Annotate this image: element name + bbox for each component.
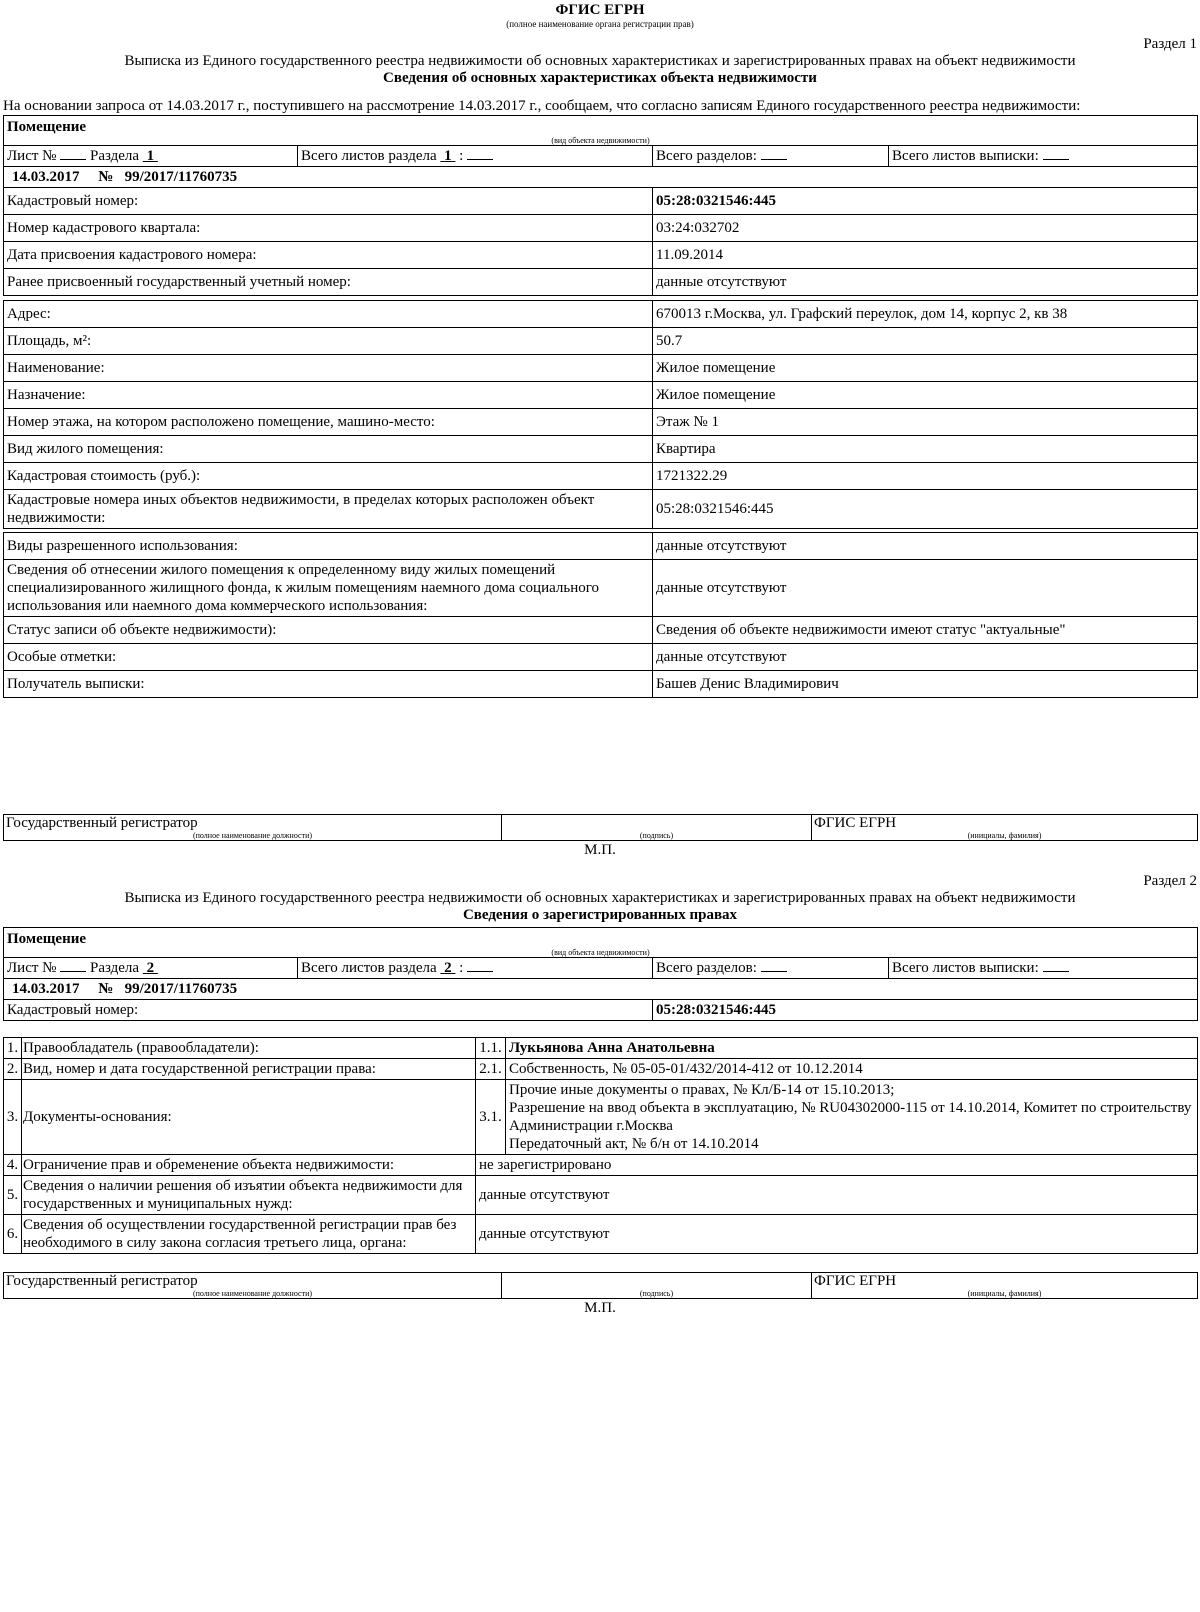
info-row bbox=[4, 436, 1198, 463]
rights-sub-number: 3.1. bbox=[476, 1080, 506, 1155]
total-sections-cell: Всего разделов: bbox=[653, 146, 889, 167]
total-sections-cell-2: Всего разделов: bbox=[653, 958, 889, 979]
info-label: Виды разрешенного использования: bbox=[4, 533, 653, 560]
info-row bbox=[4, 382, 1198, 409]
rights-row-number: 3. bbox=[4, 1080, 22, 1155]
info-label: Площадь, м²: bbox=[4, 328, 653, 355]
object-type-caption-2: (вид объекта недвижимости) bbox=[551, 948, 650, 957]
total-vypiski-cell: Всего листов выписки: bbox=[889, 146, 1198, 167]
info-value: данные отсутствуют bbox=[653, 269, 1198, 296]
section1-table-c bbox=[3, 532, 1198, 698]
stamp-mark-2: М.П. bbox=[584, 1300, 616, 1316]
info-label: Номер кадастрового квартала: bbox=[4, 215, 653, 242]
info-label: Получатель выписки: bbox=[4, 671, 653, 698]
info-row bbox=[4, 463, 1198, 490]
cad-label-2: Кадастровый номер: bbox=[4, 1000, 653, 1021]
rights-table bbox=[3, 1037, 1198, 1254]
object-type-caption: (вид объекта недвижимости) bbox=[551, 136, 650, 145]
rights-value-line: Разрешение на ввод объекта в эксплуатацию, № RU04302000-115 от 14.10.2014, Комитет по строительству Администрации г.Москва bbox=[509, 1100, 1192, 1134]
info-row bbox=[4, 409, 1198, 436]
rights-label: Правообладатель (правообладатели): bbox=[22, 1038, 476, 1059]
info-value: 03:24:032702 bbox=[653, 215, 1198, 242]
info-value: Этаж № 1 bbox=[653, 409, 1198, 436]
rights-row bbox=[4, 1155, 1198, 1176]
rights-sub-number: 1.1. bbox=[476, 1038, 506, 1059]
rights-label: Вид, номер и дата государственной регистрации права: bbox=[22, 1059, 476, 1080]
rights-row-number: 6. bbox=[4, 1215, 22, 1254]
rights-row-number: 2. bbox=[4, 1059, 22, 1080]
signature-position-caption: (полное наименование должности) bbox=[4, 831, 502, 841]
info-label: Дата присвоения кадастрового номера: bbox=[4, 242, 653, 269]
org-caption: (полное наименование органа регистрации прав) bbox=[506, 19, 694, 29]
rights-value-line: Прочие иные документы о правах, № Кл/Б-14 от 15.10.2013; bbox=[509, 1082, 895, 1098]
object-type-2: Помещение bbox=[7, 931, 87, 947]
section1-intro: На основании запроса от 14.03.2017 г., поступившего на рассмотрение 14.03.2017 г., сообщаем, что согласно записям Единого государственного реестра недвижимости: bbox=[3, 98, 1081, 114]
info-row bbox=[4, 328, 1198, 355]
total-vypiski-cell-2: Всего листов выписки: bbox=[889, 958, 1198, 979]
info-label: Статус записи об объекте недвижимости): bbox=[4, 617, 653, 644]
info-label: Сведения об отнесении жилого помещения к определенному виду жилых помещений специализированного жилищного фонда, к жилым помещениям наемного дома социального использования или наемного дома коммерческого использования: bbox=[4, 560, 653, 617]
rights-value: данные отсутствуют bbox=[476, 1215, 1198, 1254]
rights-row-number: 1. bbox=[4, 1038, 22, 1059]
document-page bbox=[3, 0, 1197, 1317]
info-label: Кадастровый номер: bbox=[4, 188, 653, 215]
signature-block-1 bbox=[3, 814, 1198, 841]
info-row bbox=[4, 215, 1198, 242]
signature-block-2 bbox=[3, 1272, 1198, 1299]
rights-value-line: Передаточный акт, № б/н от 14.10.2014 bbox=[509, 1136, 759, 1152]
info-value: данные отсутствуют bbox=[653, 533, 1198, 560]
signature-sign bbox=[502, 815, 812, 832]
rights-value: данные отсутствуют bbox=[476, 1176, 1198, 1215]
info-value: Башев Денис Владимирович bbox=[653, 671, 1198, 698]
rights-sub-number: 2.1. bbox=[476, 1059, 506, 1080]
info-value: Сведения об объекте недвижимости имеют статус "актуальные" bbox=[653, 617, 1198, 644]
doc-date-number: 14.03.2017 № 99/2017/11760735 bbox=[4, 167, 1198, 188]
section1-subtitle: Сведения об основных характеристиках объекта недвижимости bbox=[383, 70, 817, 86]
info-label: Кадастровая стоимость (руб.): bbox=[4, 463, 653, 490]
info-row bbox=[4, 355, 1198, 382]
sheet-no-cell-2: Лист № Раздела 2 bbox=[4, 958, 298, 979]
section2-subtitle: Сведения о зарегистрированных правах bbox=[462, 907, 738, 923]
section2-label: Раздел 2 bbox=[1143, 873, 1197, 889]
signature-name-caption: (инициалы, фамилия) bbox=[812, 831, 1198, 841]
rights-row bbox=[4, 1215, 1198, 1254]
info-value: данные отсутствуют bbox=[653, 644, 1198, 671]
rights-row bbox=[4, 1080, 1198, 1155]
info-row bbox=[4, 490, 1198, 529]
rights-value bbox=[506, 1080, 1198, 1155]
rights-value: Лукьянова Анна Анатольевна bbox=[506, 1038, 1198, 1059]
info-label: Особые отметки: bbox=[4, 644, 653, 671]
section1-title: Выписка из Единого государственного реестра недвижимости об основных характеристиках и зарегистрированных правах на объект недвижимости bbox=[124, 53, 1076, 69]
info-value: 11.09.2014 bbox=[653, 242, 1198, 269]
rights-row-number: 4. bbox=[4, 1155, 22, 1176]
info-label: Номер этажа, на котором расположено помещение, машино-место: bbox=[4, 409, 653, 436]
info-row bbox=[4, 671, 1198, 698]
signature-position: Государственный регистратор bbox=[4, 815, 502, 832]
rights-row bbox=[4, 1038, 1198, 1059]
info-row bbox=[4, 617, 1198, 644]
signature-position-2: Государственный регистратор bbox=[4, 1273, 502, 1290]
total-sheets-cell-2: Всего листов раздела 2 : bbox=[298, 958, 653, 979]
signature-name-caption-2: (инициалы, фамилия) bbox=[812, 1289, 1198, 1299]
rights-label: Ограничение прав и обременение объекта недвижимости: bbox=[22, 1155, 476, 1176]
sheet-no-cell: Лист № Раздела 1 bbox=[4, 146, 298, 167]
info-label: Кадастровые номера иных объектов недвижимости, в пределах которых расположен объект недвижимости: bbox=[4, 490, 653, 529]
info-row bbox=[4, 269, 1198, 296]
section2-header-table bbox=[3, 927, 1198, 1000]
cad-value-2: 05:28:0321546:445 bbox=[653, 1000, 1198, 1021]
info-label: Назначение: bbox=[4, 382, 653, 409]
section1-label: Раздел 1 bbox=[1143, 36, 1197, 52]
info-row bbox=[4, 188, 1198, 215]
section1-table-a bbox=[3, 187, 1198, 296]
info-value: Жилое помещение bbox=[653, 355, 1198, 382]
info-value: Жилое помещение bbox=[653, 382, 1198, 409]
info-value: Квартира bbox=[653, 436, 1198, 463]
info-label: Вид жилого помещения: bbox=[4, 436, 653, 463]
rights-row bbox=[4, 1176, 1198, 1215]
info-row bbox=[4, 301, 1198, 328]
info-value: 05:28:0321546:445 bbox=[653, 188, 1198, 215]
doc-date-number-2: 14.03.2017 № 99/2017/11760735 bbox=[4, 979, 1198, 1000]
section1-table-b bbox=[3, 300, 1198, 529]
info-row bbox=[4, 533, 1198, 560]
info-label: Адрес: bbox=[4, 301, 653, 328]
signature-sign-caption: (подпись) bbox=[502, 831, 812, 841]
signature-position-caption-2: (полное наименование должности) bbox=[4, 1289, 502, 1299]
signature-name: ФГИС ЕГРН bbox=[812, 815, 1198, 832]
rights-value: Собственность, № 05-05-01/432/2014-412 от 10.12.2014 bbox=[506, 1059, 1198, 1080]
info-row bbox=[4, 560, 1198, 617]
info-value: данные отсутствуют bbox=[653, 560, 1198, 617]
info-label: Наименование: bbox=[4, 355, 653, 382]
rights-value: не зарегистрировано bbox=[476, 1155, 1198, 1176]
info-value: 1721322.29 bbox=[653, 463, 1198, 490]
org-title: ФГИС ЕГРН bbox=[555, 2, 645, 18]
object-type: Помещение bbox=[7, 119, 87, 135]
info-value: 05:28:0321546:445 bbox=[653, 490, 1198, 529]
rights-label: Документы-основания: bbox=[22, 1080, 476, 1155]
info-row bbox=[4, 644, 1198, 671]
info-row bbox=[4, 242, 1198, 269]
stamp-mark-1: М.П. bbox=[584, 842, 616, 858]
rights-label: Сведения об осуществлении государственной регистрации прав без необходимого в силу закона согласия третьего лица, органа: bbox=[22, 1215, 476, 1254]
section2-cad-table bbox=[3, 999, 1198, 1021]
total-sheets-cell: Всего листов раздела 1 : bbox=[298, 146, 653, 167]
signature-sign-2 bbox=[502, 1273, 812, 1290]
rights-label: Сведения о наличии решения об изъятии объекта недвижимости для государственных и муниципальных нужд: bbox=[22, 1176, 476, 1215]
section1-header-table bbox=[3, 115, 1198, 188]
rights-row-number: 5. bbox=[4, 1176, 22, 1215]
info-label: Ранее присвоенный государственный учетный номер: bbox=[4, 269, 653, 296]
section2-title: Выписка из Единого государственного реестра недвижимости об основных характеристиках и зарегистрированных правах на объект недвижимости bbox=[124, 890, 1076, 906]
info-value: 50.7 bbox=[653, 328, 1198, 355]
rights-row bbox=[4, 1059, 1198, 1080]
signature-sign-caption-2: (подпись) bbox=[502, 1289, 812, 1299]
info-value: 670013 г.Москва, ул. Графский переулок, дом 14, корпус 2, кв 38 bbox=[653, 301, 1198, 328]
signature-name-2: ФГИС ЕГРН bbox=[812, 1273, 1198, 1290]
